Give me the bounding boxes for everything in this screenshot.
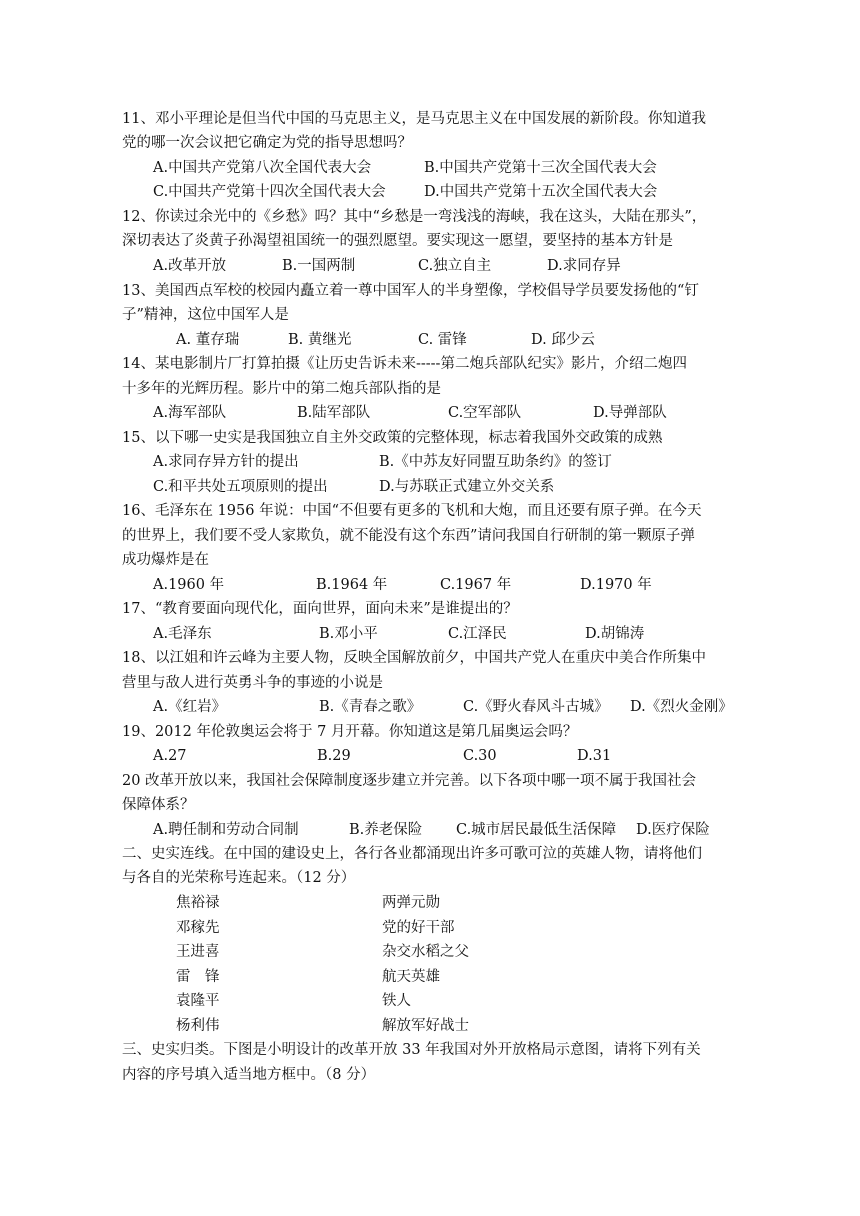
q16-option-a: A.1960 年 <box>153 577 225 593</box>
match-title: 两弹元勋 <box>382 895 440 911</box>
q17-option-a: A.毛泽东 <box>153 626 212 642</box>
q14-option-d: D.导弹部队 <box>593 405 667 421</box>
q11-stem-line1: 11、邓小平理论是但当代中国的马克思主义，是马克思主义在中国发展的新阶段。你知道我 <box>122 111 706 127</box>
match-person: 杨利伟 <box>176 1018 220 1034</box>
q18-option-d: D.《烈火金刚》 <box>630 699 733 715</box>
q11-option-a: A.中国共产党第八次全国代表大会 <box>153 160 372 176</box>
q16-option-c: C.1967 年 <box>440 577 512 593</box>
q13-option-b: B. 黄继光 <box>288 332 352 348</box>
q14-stem-line2: 十多年的光辉历程。影片中的第二炮兵部队指的是 <box>122 381 441 397</box>
match-person: 袁隆平 <box>176 993 220 1009</box>
q19-stem-line1: 19、2012 年伦敦奥运会将于 7 月开幕。你知道这是第几届奥运会吗？ <box>122 724 578 740</box>
q13-option-d: D. 邱少云 <box>531 332 595 348</box>
q16-stem-line1: 16、毛泽东在 1956 年说：中国“不但要有更多的飞机和大炮，而且还要有原子弹。在今天 <box>122 503 702 519</box>
q12-option-d: D.求同存异 <box>547 258 621 274</box>
q18-option-b: B.《青春之歌》 <box>319 699 422 715</box>
section2-heading-line2: 与各自的光荣称号连起来。（12 分） <box>122 870 356 886</box>
q14-option-a: A.海军部队 <box>153 405 227 421</box>
match-title: 党的好干部 <box>382 920 455 936</box>
q19-option-c: C.30 <box>463 748 497 764</box>
section3-heading-line1: 三、史实归类。下图是小明设计的改革开放 33 年我国对外开放格局示意图，请将下列有关 <box>122 1042 701 1058</box>
q17-option-d: D.胡锦涛 <box>585 626 645 642</box>
q20-option-a: A.聘任制和劳动合同制 <box>153 822 299 838</box>
q13-option-c: C. 雷锋 <box>418 332 467 348</box>
match-title: 解放军好战士 <box>382 1018 469 1034</box>
q17-stem-line1: 17、“教育要面向现代化，面向世界，面向未来”是谁提出的？ <box>122 601 518 617</box>
q13-option-a: A. 董存瑞 <box>176 332 240 348</box>
q11-option-c: C.中国共产党第十四次全国代表大会 <box>153 184 386 200</box>
q12-option-c: C.独立自主 <box>418 258 492 274</box>
match-person: 王进喜 <box>176 944 220 960</box>
q15-option-d: D.与苏联正式建立外交关系 <box>379 479 555 495</box>
section2-heading-line1: 二、史实连线。在中国的建设史上，各行各业都涌现出许多可歌可泣的英雄人物，请将他们 <box>122 846 702 862</box>
q11-option-d: D.中国共产党第十五次全国代表大会 <box>424 184 658 200</box>
q19-option-a: A.27 <box>153 748 187 764</box>
q20-stem-line2: 保障体系？ <box>122 797 195 813</box>
q15-option-a: A.求同存异方针的提出 <box>153 454 299 470</box>
q11-stem-line2: 党的哪一次会议把它确定为党的指导思想吗？ <box>122 135 412 151</box>
q12-option-b: B.一国两制 <box>282 258 356 274</box>
section3-heading-line2: 内容的序号填入适当地方框中。（8 分） <box>122 1067 376 1083</box>
q19-option-d: D.31 <box>577 748 612 764</box>
q15-option-c: C.和平共处五项原则的提出 <box>153 479 328 495</box>
q16-option-b: B.1964 年 <box>316 577 388 593</box>
q12-stem-line2: 深切表达了炎黄子孙渴望祖国统一的强烈愿望。要实现这一愿望，要坚持的基本方针是 <box>122 233 673 249</box>
match-person: 焦裕禄 <box>176 895 220 911</box>
q14-option-b: B.陆军部队 <box>297 405 371 421</box>
q20-option-c: C.城市居民最低生活保障 <box>456 822 617 838</box>
q15-stem-line1: 15、以下哪一史实是我国独立自主外交政策的完整体现，标志着我国外交政策的成熟 <box>122 430 663 446</box>
match-title: 铁人 <box>382 993 411 1009</box>
q17-option-c: C.江泽民 <box>448 626 507 642</box>
match-person: 邓稼先 <box>176 920 220 936</box>
q18-option-c: C.《野火春风斗古城》 <box>463 699 609 715</box>
q16-option-d: D.1970 年 <box>580 577 652 593</box>
q16-stem-line2: 的世界上，我们要不受人家欺负，就不能没有这个东西”请问我国自行研制的第一颗原子弹 <box>122 528 695 544</box>
match-person: 雷 锋 <box>176 969 220 985</box>
q17-option-b: B.邓小平 <box>319 626 378 642</box>
q19-option-b: B.29 <box>317 748 351 764</box>
q11-option-b: B.中国共产党第十三次全国代表大会 <box>424 160 657 176</box>
q20-option-b: B.养老保险 <box>349 822 423 838</box>
q13-stem-line1: 13、美国西点军校的校园内矗立着一尊中国军人的半身塑像，学校倡导学员要发扬他的“钉 <box>122 283 699 299</box>
q14-option-c: C.空军部队 <box>448 405 522 421</box>
q20-option-d: D.医疗保险 <box>636 822 710 838</box>
q13-stem-line2: 子”精神，这位中国军人是 <box>122 307 289 323</box>
match-title: 杂交水稻之父 <box>382 944 469 960</box>
q18-stem-line2: 营里与敌人进行英勇斗争的事迹的小说是 <box>122 675 383 691</box>
q12-option-a: A.改革开放 <box>153 258 227 274</box>
q15-option-b: B.《中苏友好同盟互助条约》的签订 <box>379 454 612 470</box>
q16-stem-line3: 成功爆炸是在 <box>122 552 209 568</box>
q18-option-a: A.《红岩》 <box>153 699 227 715</box>
match-title: 航天英雄 <box>382 969 440 985</box>
q14-stem-line1: 14、某电影制片厂打算拍摄《让历史告诉未来-----第二炮兵部队纪实》影片，介绍二炮四 <box>122 356 687 372</box>
q20-stem-line1: 20 改革开放以来，我国社会保障制度逐步建立并完善。以下各项中哪一项不属于我国社会 <box>122 773 697 789</box>
q12-stem-line1: 12、你读过余光中的《乡愁》吗？其中“乡愁是一弯浅浅的海峡，我在这头，大陆在那头”， <box>122 209 707 225</box>
q18-stem-line1: 18、以江姐和许云峰为主要人物，反映全国解放前夕，中国共产党人在重庆中美合作所集中 <box>122 650 706 666</box>
